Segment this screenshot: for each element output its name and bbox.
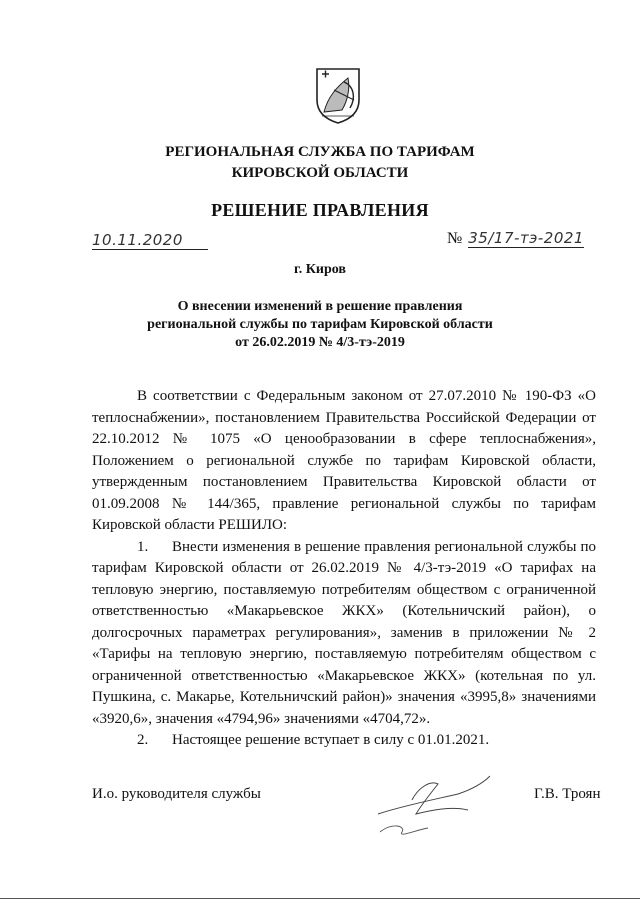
document-body [92, 386, 596, 752]
item-number-2: 2. [137, 732, 149, 748]
preamble-paragraph: В соответствии с Федеральным законом от 27.07.2010 № 190-ФЗ «О теплоснабжении», постановлением Правительства Российской Федерации от 22.10.2012 № 1075 «О ценообразовании в сфере теплоснабжения», Положением о региональной службе по тарифам Кировской области, утвержденным постановлением Правительства Кировской области от 01.09.2008 № 144/365, правление региональной службы по тарифам Кировской области РЕШИЛО: [92, 388, 596, 533]
item-text-1: Внести изменения в решение правления региональной службы по тарифам Кировской области от 26.02.2019 № 4/3-тэ-2019 «О тарифах на тепловую энергию, поставляемую потребителям обществом с ограниченной ответственностью «Макарьевское ЖКХ» (Котельничский район), о долгосрочных параметрах регулирования», заменив в приложении № 2 «Тарифы на тепловую энергию, поставляемую потребителям обществом с ограниченной ответственностью «Макарьевское ЖКХ» (котельная по ул. Пушкина, с. Макарье, Котельничский район)» значения «3995,8» значениями «3920,6», значения «4794,96» значениями «4704,72». [92, 538, 596, 727]
agency-name [0, 142, 640, 184]
signer-name: Г.В. Троян [534, 786, 601, 802]
item-number-1: 1. [137, 538, 149, 555]
document-date: 10.11.2020 [92, 231, 208, 250]
city: г. Киров [294, 262, 346, 277]
item-paragraph-1 [92, 537, 596, 731]
subject-line-1: О внесении изменений в решение правления [177, 299, 463, 314]
document-number-value: 35/17-тэ-2021 [468, 229, 584, 247]
item-paragraph-2 [92, 730, 596, 752]
subject-line-3: от 26.02.2019 № 4/3-тэ-2019 [235, 335, 405, 350]
page-bottom-rule [0, 898, 640, 899]
number-sign: № [447, 230, 463, 247]
agency-name-line-2: КИРОВСКОЙ ОБЛАСТИ [231, 165, 409, 181]
document-number [447, 229, 584, 248]
signer-role: И.о. руководителя службы [92, 786, 261, 802]
handwritten-signature [372, 770, 502, 840]
coat-of-arms-icon [314, 66, 362, 124]
document-subject [0, 298, 640, 352]
item-text-2: Настоящее решение вступает в силу с 01.01.2021. [172, 732, 490, 748]
agency-name-line-1: РЕГИОНАЛЬНАЯ СЛУЖБА ПО ТАРИФАМ [165, 144, 475, 160]
subject-line-2: региональной службы по тарифам Кировской области [147, 317, 493, 332]
document-title: РЕШЕНИЕ ПРАВЛЕНИЯ [211, 200, 429, 220]
